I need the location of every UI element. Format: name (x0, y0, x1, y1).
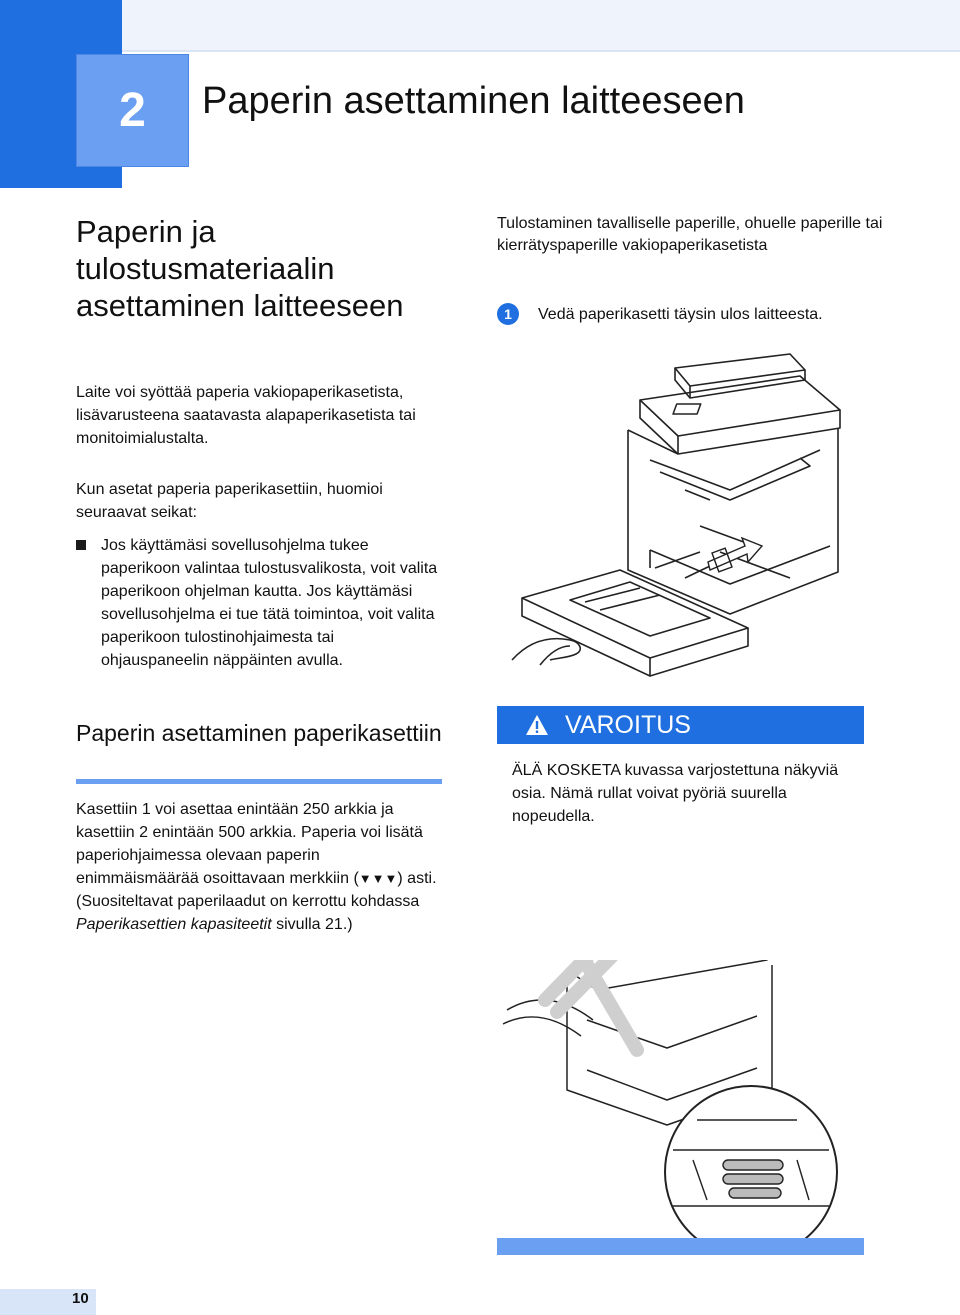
warning-triangle-icon (525, 714, 549, 736)
step-number-badge: 1 (497, 303, 519, 325)
body-text-3: sivulla 21.) (271, 916, 353, 933)
warning-bar (497, 706, 864, 744)
subsection-rule (76, 779, 442, 784)
bottom-rule (497, 1238, 864, 1255)
step-text: Vedä paperikasetti täysin ulos laitteesta. (538, 306, 823, 323)
bullet-text: Jos käyttämäsi sovellusohjelma tukee paperikoon valintaa tulostusvalikosta, voit valita paperikoon ohjelman kautta. Jos käyttämäsi sovellusohjelma ei tue tätä toimintoa, voit valita paperikoon tulostinohjaimesta tai ohjauspaneelin näppäinten avulla. (101, 537, 438, 669)
subsection-body (76, 798, 442, 936)
body-text-2: ) asti. (Suositeltavat paperilaadut on kerrottu kohdassa (76, 870, 437, 910)
chapter-number: 2 (119, 84, 146, 137)
page-number: 10 (72, 1290, 89, 1307)
bullet-item (76, 534, 442, 672)
subsection-title: Paperin asettaminen paperikasettiin (76, 720, 442, 746)
rollers-warning-illustration (497, 960, 864, 1238)
warning-title: VAROITUS (565, 710, 691, 739)
body-text-1: Kasettiin 1 voi asettaa enintään 250 arkkia ja kasettiin 2 enintään 500 arkkia. Paperia voi lisätä paperiohjaimessa olevaan paperin enimmäismäärää osoittavaan merkkiin ( (76, 801, 423, 887)
procedure-heading: Tulostaminen tavalliselle paperille, ohuelle paperille tai kierrätyspaperille vakiopaperikasetista (497, 215, 883, 254)
warning-body: ÄLÄ KOSKETA kuvassa varjostettuna näkyviä osia. Nämä rullat voivat pyöriä suurella nopeudella. (512, 762, 839, 825)
header-band (122, 0, 960, 52)
cross-reference-link[interactable]: Paperikasettien kapasiteetit (76, 916, 272, 933)
intro-paragraph: Laite voi syöttää paperia vakiopaperikasetista, lisävarusteena saatavasta alapaperikasetista tai monitoimialustalta. (76, 384, 416, 447)
bullet-square-icon (76, 540, 86, 550)
instruction-paragraph: Kun asetat paperia paperikasettiin, huomioi seuraavat seikat: (76, 481, 383, 521)
section-title: Paperin ja tulostusmateriaalin asettaminen laitteeseen (76, 214, 404, 323)
chapter-title: Paperin asettaminen laitteeseen (202, 80, 745, 122)
max-fill-marker: ▼▼▼ (358, 871, 398, 886)
chapter-number-box (76, 54, 189, 167)
printer-tray-illustration (500, 340, 940, 685)
